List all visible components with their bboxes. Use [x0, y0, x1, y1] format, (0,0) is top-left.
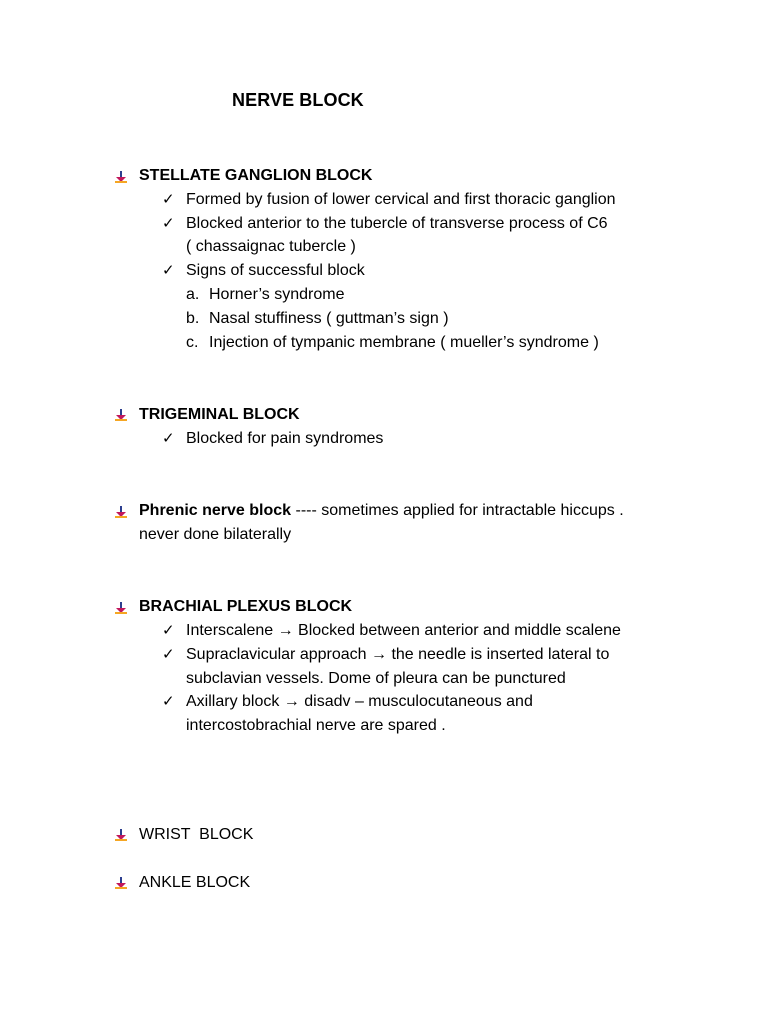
checkmark-icon: ✓	[162, 429, 175, 447]
list-item: Blocked for pain syndromes	[186, 430, 384, 447]
page-title: NERVE BLOCK	[232, 90, 364, 110]
section-heading-ankle: ANKLE BLOCK	[139, 874, 251, 891]
list-item: Signs of successful block	[186, 262, 365, 279]
list-item: Supraclavicular approach → the needle is inserted lateral to	[186, 646, 610, 663]
list-item-continuation: intercostobrachial nerve are spared .	[186, 717, 446, 734]
arrow-bullet-icon	[115, 829, 127, 841]
section-phrenic-text: ---- sometimes applied for intractable hiccups .	[291, 502, 624, 519]
sub-list-item: Nasal stuffiness ( guttman’s sign )	[209, 310, 449, 327]
arrow-bullet-icon	[115, 877, 127, 889]
section-heading-trigeminal: TRIGEMINAL BLOCK	[139, 406, 300, 423]
section-heading-phrenic: Phrenic nerve block	[139, 502, 292, 519]
list-item: Blocked anterior to the tubercle of transverse process of C6	[186, 215, 608, 232]
list-item: Interscalene → Blocked between anterior and middle scalene	[186, 622, 621, 639]
arrow-bullet-icon	[115, 506, 127, 518]
section-phrenic-continuation: never done bilaterally	[139, 526, 292, 543]
list-item: Axillary block → disadv – musculocutaneous and	[186, 693, 533, 710]
list-marker: b.	[186, 310, 200, 327]
section-heading-brachial: BRACHIAL PLEXUS BLOCK	[139, 598, 353, 615]
arrow-bullet-icon	[115, 602, 127, 614]
sub-list-item: Injection of tympanic membrane ( mueller’s syndrome )	[209, 334, 599, 351]
checkmark-icon: ✓	[162, 261, 175, 279]
checkmark-icon: ✓	[162, 214, 175, 232]
list-item-continuation: subclavian vessels. Dome of pleura can be punctured	[186, 670, 566, 687]
section-heading-stellate: STELLATE GANGLION BLOCK	[139, 167, 373, 184]
arrow-bullet-icon	[115, 409, 127, 421]
section-phrenic	[139, 501, 624, 521]
checkmark-icon: ✓	[162, 645, 175, 663]
list-item-continuation: ( chassaignac tubercle )	[186, 238, 356, 255]
list-item: Formed by fusion of lower cervical and first thoracic ganglion	[186, 191, 616, 208]
arrow-bullet-icon	[115, 171, 127, 183]
list-marker: a.	[186, 286, 200, 303]
checkmark-icon: ✓	[162, 621, 175, 639]
checkmark-icon: ✓	[162, 190, 175, 208]
checkmark-icon: ✓	[162, 692, 175, 710]
section-heading-wrist: WRIST BLOCK	[139, 826, 254, 843]
list-marker: c.	[186, 334, 199, 351]
sub-list-item: Horner’s syndrome	[209, 286, 345, 303]
